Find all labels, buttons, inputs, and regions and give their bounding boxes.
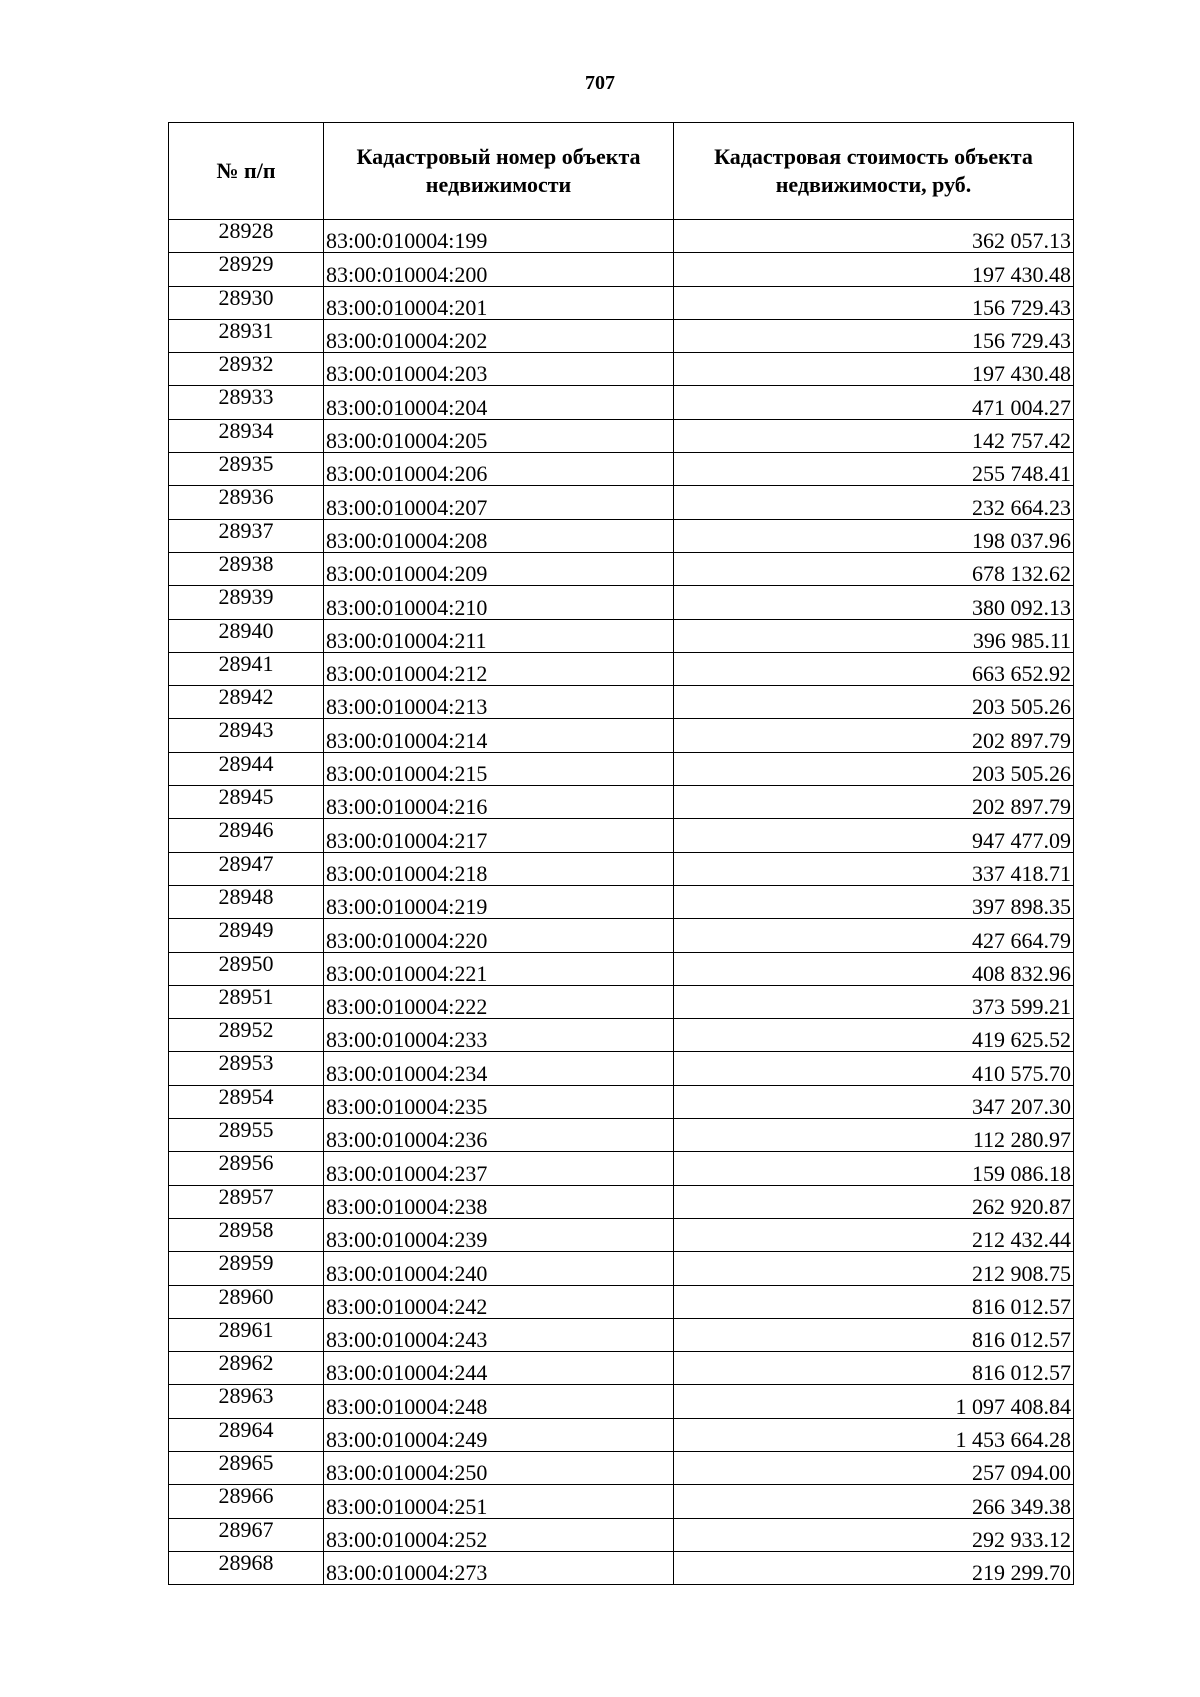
page-number: 707 — [585, 72, 615, 94]
cadastral-value-cell: 947 477.09 — [674, 819, 1074, 852]
row-number-cell: 28968 — [169, 1551, 324, 1584]
row-number-cell: 28930 — [169, 286, 324, 319]
header-cadastral-value: Кадастровая стоимость объекта недвижимости, руб. — [674, 123, 1074, 220]
table-row — [169, 1218, 1074, 1251]
cadastral-number-cell: 83:00:010004:248 — [324, 1385, 674, 1418]
row-number-cell: 28928 — [169, 220, 324, 253]
row-number-cell: 28955 — [169, 1119, 324, 1152]
row-number-cell: 28967 — [169, 1518, 324, 1551]
row-number-cell: 28965 — [169, 1451, 324, 1484]
row-number-cell: 28938 — [169, 552, 324, 585]
cadastral-value-cell: 159 086.18 — [674, 1152, 1074, 1185]
table-row — [169, 552, 1074, 585]
cadastral-value-cell: 816 012.57 — [674, 1318, 1074, 1351]
row-number-cell: 28941 — [169, 652, 324, 685]
row-number-cell: 28957 — [169, 1185, 324, 1218]
header-cadastral-number: Кадастровый номер объекта недвижимости — [324, 123, 674, 220]
cadastral-value-cell: 373 599.21 — [674, 985, 1074, 1018]
cadastral-number-cell: 83:00:010004:216 — [324, 786, 674, 819]
table-row — [169, 1551, 1074, 1584]
cadastral-number-cell: 83:00:010004:214 — [324, 719, 674, 752]
cadastral-value-cell: 156 729.43 — [674, 319, 1074, 352]
cadastral-number-cell: 83:00:010004:235 — [324, 1085, 674, 1118]
cadastral-number-cell: 83:00:010004:243 — [324, 1318, 674, 1351]
cadastral-number-cell: 83:00:010004:233 — [324, 1019, 674, 1052]
table-row — [169, 1518, 1074, 1551]
table-row — [169, 1119, 1074, 1152]
table-row — [169, 1451, 1074, 1484]
table-row — [169, 253, 1074, 286]
row-number-cell: 28934 — [169, 419, 324, 452]
cadastral-value-cell: 202 897.79 — [674, 786, 1074, 819]
cadastral-value-cell: 337 418.71 — [674, 852, 1074, 885]
header-row — [169, 123, 1074, 220]
table-row — [169, 1152, 1074, 1185]
row-number-cell: 28948 — [169, 885, 324, 918]
cadastral-value-cell: 156 729.43 — [674, 286, 1074, 319]
table-row — [169, 786, 1074, 819]
cadastral-value-cell: 471 004.27 — [674, 386, 1074, 419]
row-number-cell: 28935 — [169, 453, 324, 486]
cadastral-value-cell: 663 652.92 — [674, 652, 1074, 685]
cadastral-value-cell: 202 897.79 — [674, 719, 1074, 752]
row-number-cell: 28940 — [169, 619, 324, 652]
cadastral-value-cell: 219 299.70 — [674, 1551, 1074, 1584]
cadastral-value-cell: 203 505.26 — [674, 686, 1074, 719]
table-row — [169, 652, 1074, 685]
cadastral-number-cell: 83:00:010004:273 — [324, 1551, 674, 1584]
table-row — [169, 453, 1074, 486]
cadastral-value-cell: 410 575.70 — [674, 1052, 1074, 1085]
cadastral-number-cell: 83:00:010004:237 — [324, 1152, 674, 1185]
table-row — [169, 486, 1074, 519]
cadastral-value-cell: 678 132.62 — [674, 552, 1074, 585]
row-number-cell: 28964 — [169, 1418, 324, 1451]
cadastral-number-cell: 83:00:010004:211 — [324, 619, 674, 652]
table-row — [169, 1019, 1074, 1052]
cadastral-number-cell: 83:00:010004:250 — [324, 1451, 674, 1484]
table-row — [169, 1285, 1074, 1318]
cadastral-number-cell: 83:00:010004:200 — [324, 253, 674, 286]
cadastral-value-cell: 262 920.87 — [674, 1185, 1074, 1218]
row-number-cell: 28946 — [169, 819, 324, 852]
table-row — [169, 985, 1074, 1018]
cadastral-value-cell: 266 349.38 — [674, 1485, 1074, 1518]
row-number-cell: 28949 — [169, 919, 324, 952]
cadastral-value-cell: 257 094.00 — [674, 1451, 1074, 1484]
cadastral-number-cell: 83:00:010004:219 — [324, 885, 674, 918]
row-number-cell: 28936 — [169, 486, 324, 519]
table-row — [169, 286, 1074, 319]
cadastral-value-cell: 380 092.13 — [674, 586, 1074, 619]
cadastral-value-cell: 816 012.57 — [674, 1285, 1074, 1318]
cadastral-number-cell: 83:00:010004:242 — [324, 1285, 674, 1318]
table-row — [169, 586, 1074, 619]
table-row — [169, 1485, 1074, 1518]
cadastral-number-cell: 83:00:010004:252 — [324, 1518, 674, 1551]
table-header — [169, 123, 1074, 220]
row-number-cell: 28954 — [169, 1085, 324, 1118]
cadastral-number-cell: 83:00:010004:244 — [324, 1352, 674, 1385]
cadastral-value-cell: 212 432.44 — [674, 1218, 1074, 1251]
table-row — [169, 719, 1074, 752]
row-number-cell: 28939 — [169, 586, 324, 619]
cadastral-number-cell: 83:00:010004:239 — [324, 1218, 674, 1251]
table-row — [169, 319, 1074, 352]
cadastral-number-cell: 83:00:010004:220 — [324, 919, 674, 952]
row-number-cell: 28959 — [169, 1252, 324, 1285]
row-number-cell: 28960 — [169, 1285, 324, 1318]
cadastral-number-cell: 83:00:010004:215 — [324, 752, 674, 785]
cadastral-number-cell: 83:00:010004:251 — [324, 1485, 674, 1518]
cadastral-number-cell: 83:00:010004:222 — [324, 985, 674, 1018]
cadastral-value-cell: 198 037.96 — [674, 519, 1074, 552]
cadastral-number-cell: 83:00:010004:210 — [324, 586, 674, 619]
table-row — [169, 1418, 1074, 1451]
cadastral-value-cell: 419 625.52 — [674, 1019, 1074, 1052]
cadastral-number-cell: 83:00:010004:206 — [324, 453, 674, 486]
table-row — [169, 819, 1074, 852]
table-row — [169, 1185, 1074, 1218]
row-number-cell: 28953 — [169, 1052, 324, 1085]
cadastral-number-cell: 83:00:010004:204 — [324, 386, 674, 419]
cadastral-number-cell: 83:00:010004:236 — [324, 1119, 674, 1152]
table-body — [169, 220, 1074, 1585]
row-number-cell: 28932 — [169, 353, 324, 386]
cadastral-value-cell: 142 757.42 — [674, 419, 1074, 452]
cadastral-number-cell: 83:00:010004:221 — [324, 952, 674, 985]
cadastral-value-cell: 1 453 664.28 — [674, 1418, 1074, 1451]
cadastral-value-cell: 212 908.75 — [674, 1252, 1074, 1285]
cadastral-value-cell: 1 097 408.84 — [674, 1385, 1074, 1418]
cadastral-value-cell: 427 664.79 — [674, 919, 1074, 952]
cadastral-number-cell: 83:00:010004:201 — [324, 286, 674, 319]
cadastral-value-cell: 203 505.26 — [674, 752, 1074, 785]
row-number-cell: 28931 — [169, 319, 324, 352]
cadastral-value-cell: 255 748.41 — [674, 453, 1074, 486]
table-row — [169, 686, 1074, 719]
cadastral-number-cell: 83:00:010004:199 — [324, 220, 674, 253]
row-number-cell: 28947 — [169, 852, 324, 885]
table-row — [169, 1252, 1074, 1285]
table-row — [169, 386, 1074, 419]
row-number-cell: 28942 — [169, 686, 324, 719]
table-row — [169, 220, 1074, 253]
row-number-cell: 28952 — [169, 1019, 324, 1052]
cadastral-value-cell: 816 012.57 — [674, 1352, 1074, 1385]
header-row-number: № п/п — [169, 123, 324, 220]
row-number-cell: 28962 — [169, 1352, 324, 1385]
table-row — [169, 1085, 1074, 1118]
table-row — [169, 852, 1074, 885]
cadastral-number-cell: 83:00:010004:212 — [324, 652, 674, 685]
table-row — [169, 1385, 1074, 1418]
table-row — [169, 519, 1074, 552]
table-row — [169, 885, 1074, 918]
row-number-cell: 28945 — [169, 786, 324, 819]
row-number-cell: 28933 — [169, 386, 324, 419]
table-row — [169, 353, 1074, 386]
cadastral-value-cell: 112 280.97 — [674, 1119, 1074, 1152]
cadastral-number-cell: 83:00:010004:208 — [324, 519, 674, 552]
cadastral-value-table — [168, 122, 1074, 1585]
cadastral-value-cell: 232 664.23 — [674, 486, 1074, 519]
cadastral-value-cell: 197 430.48 — [674, 253, 1074, 286]
row-number-cell: 28951 — [169, 985, 324, 1018]
row-number-cell: 28929 — [169, 253, 324, 286]
cadastral-number-cell: 83:00:010004:205 — [324, 419, 674, 452]
table-row — [169, 952, 1074, 985]
table-row — [169, 1318, 1074, 1351]
cadastral-value-cell: 408 832.96 — [674, 952, 1074, 985]
table-row — [169, 419, 1074, 452]
table-row — [169, 1352, 1074, 1385]
row-number-cell: 28961 — [169, 1318, 324, 1351]
row-number-cell: 28950 — [169, 952, 324, 985]
table-row — [169, 1052, 1074, 1085]
cadastral-number-cell: 83:00:010004:213 — [324, 686, 674, 719]
cadastral-number-cell: 83:00:010004:238 — [324, 1185, 674, 1218]
row-number-cell: 28963 — [169, 1385, 324, 1418]
row-number-cell: 28943 — [169, 719, 324, 752]
row-number-cell: 28966 — [169, 1485, 324, 1518]
row-number-cell: 28944 — [169, 752, 324, 785]
cadastral-number-cell: 83:00:010004:249 — [324, 1418, 674, 1451]
cadastral-number-cell: 83:00:010004:234 — [324, 1052, 674, 1085]
table-row — [169, 619, 1074, 652]
cadastral-value-cell: 292 933.12 — [674, 1518, 1074, 1551]
cadastral-number-cell: 83:00:010004:203 — [324, 353, 674, 386]
row-number-cell: 28937 — [169, 519, 324, 552]
cadastral-value-cell: 397 898.35 — [674, 885, 1074, 918]
cadastral-number-cell: 83:00:010004:202 — [324, 319, 674, 352]
table-row — [169, 919, 1074, 952]
cadastral-number-cell: 83:00:010004:218 — [324, 852, 674, 885]
cadastral-number-cell: 83:00:010004:209 — [324, 552, 674, 585]
row-number-cell: 28958 — [169, 1218, 324, 1251]
row-number-cell: 28956 — [169, 1152, 324, 1185]
cadastral-number-cell: 83:00:010004:207 — [324, 486, 674, 519]
cadastral-number-cell: 83:00:010004:217 — [324, 819, 674, 852]
table-row — [169, 752, 1074, 785]
cadastral-number-cell: 83:00:010004:240 — [324, 1252, 674, 1285]
cadastral-value-cell: 197 430.48 — [674, 353, 1074, 386]
cadastral-value-cell: 396 985.11 — [674, 619, 1074, 652]
cadastral-value-cell: 347 207.30 — [674, 1085, 1074, 1118]
cadastral-value-cell: 362 057.13 — [674, 220, 1074, 253]
